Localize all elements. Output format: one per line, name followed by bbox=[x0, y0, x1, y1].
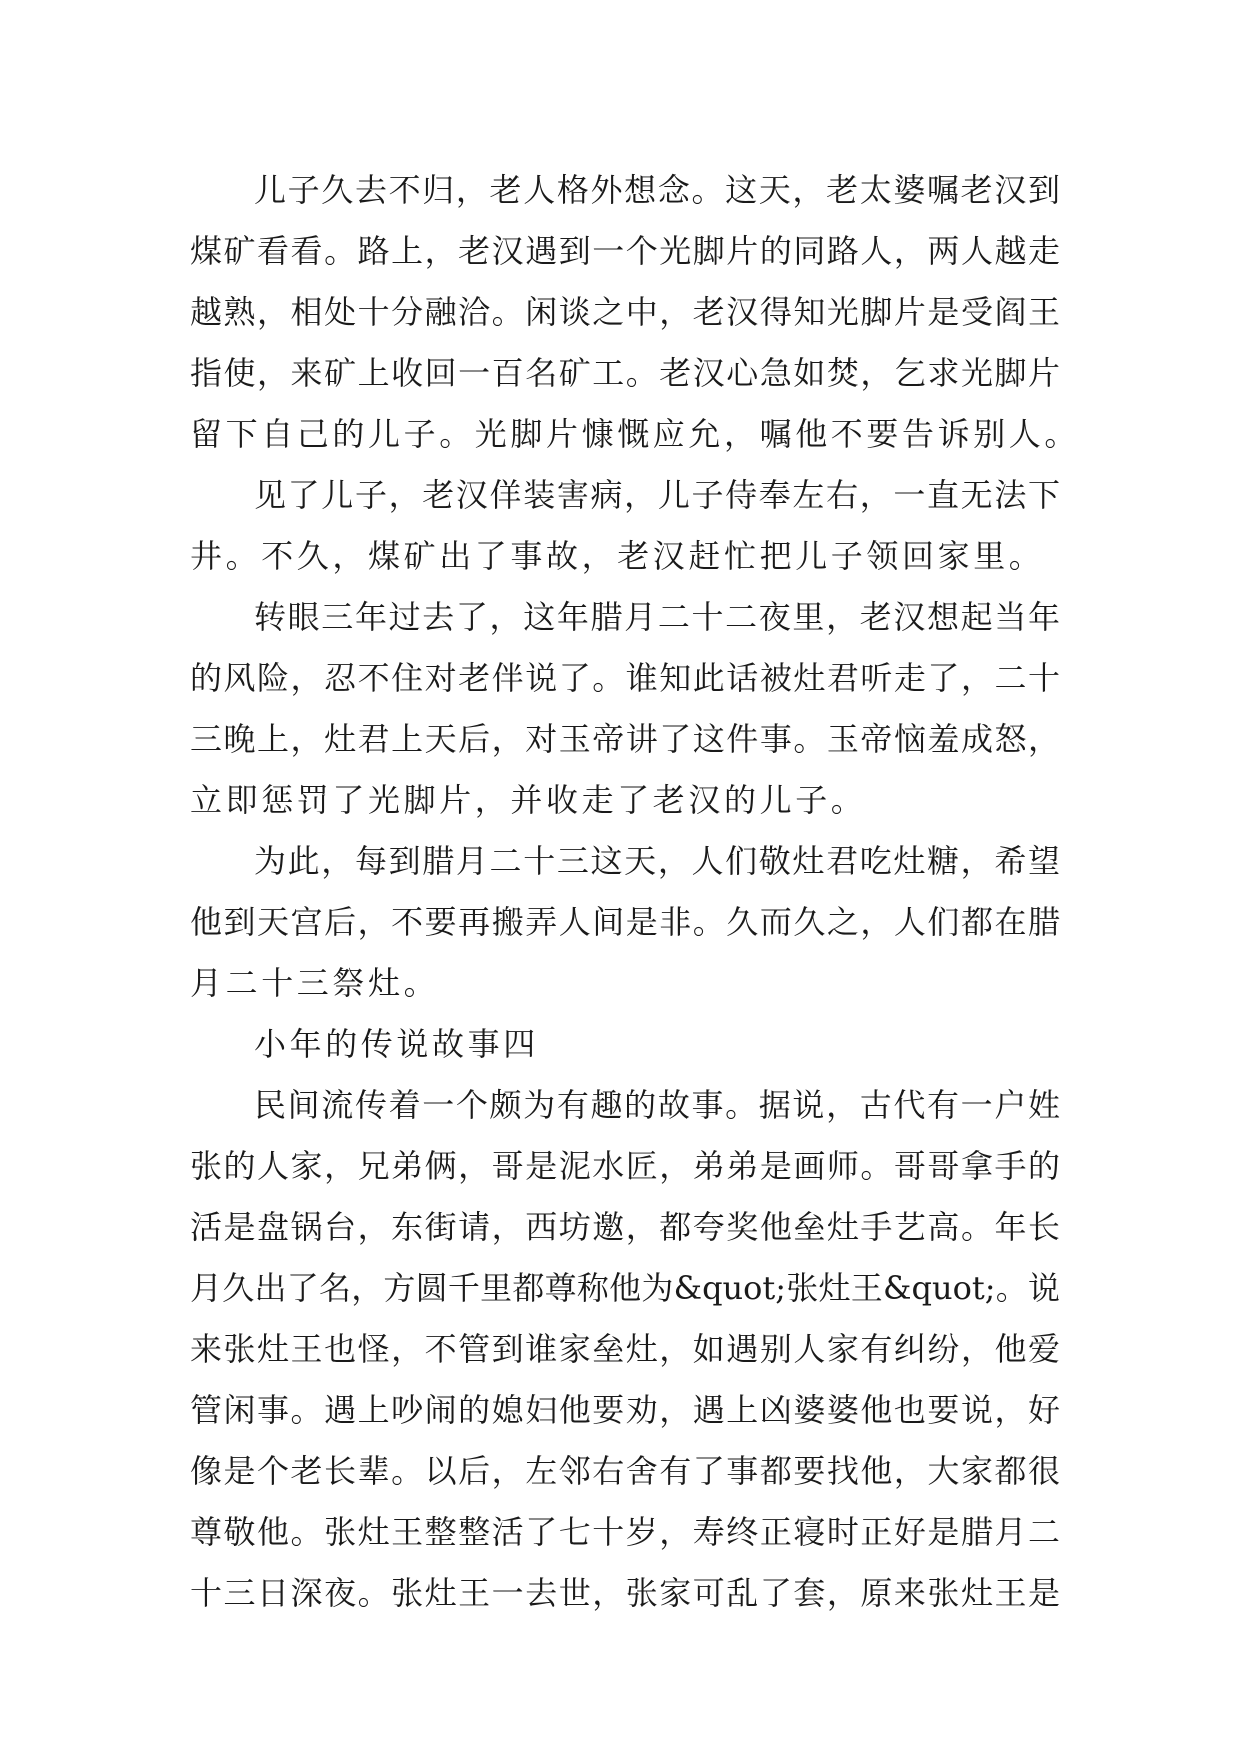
text-line: 见了儿子，老汉佯装害病，儿子侍奉左右，一直无法下 bbox=[254, 476, 1060, 514]
text-line: 的风险，忍不住对老伴说了。谁知此话被灶君听走了，二十 bbox=[190, 659, 1060, 697]
text-line: 井。不久，煤矿出了事故，老汉赶忙把儿子领回家里。 bbox=[190, 537, 1045, 575]
text-line: 留下自己的儿子。光脚片慷慨应允，嘱他不要告诉别人。 bbox=[190, 415, 1081, 453]
text-line: 越熟，相处十分融洽。闲谈之中，老汉得知光脚片是受阎王 bbox=[190, 293, 1060, 331]
text-line: 转眼三年过去了，这年腊月二十二夜里，老汉想起当年 bbox=[254, 598, 1060, 636]
text-line: 儿子久去不归，老人格外想念。这天，老太婆嘱老汉到 bbox=[254, 171, 1060, 209]
section-heading: 小年的传说故事四 bbox=[254, 1025, 539, 1063]
text-line: 尊敬他。张灶王整整活了七十岁，寿终正寝时正好是腊月二 bbox=[190, 1513, 1060, 1551]
text-line: 指使，来矿上收回一百名矿工。老汉心急如焚，乞求光脚片 bbox=[190, 354, 1060, 392]
text-line: 活是盘锅台，东街请，西坊邀，都夸奖他垒灶手艺高。年长 bbox=[190, 1208, 1060, 1246]
text-line: 他到天宫后，不要再搬弄人间是非。久而久之，人们都在腊 bbox=[190, 903, 1060, 941]
text-line: 像是个老长辈。以后，左邻右舍有了事都要找他，大家都很 bbox=[190, 1452, 1060, 1490]
text-line: 月二十三祭灶。 bbox=[190, 964, 440, 1002]
text-line: 立即惩罚了光脚片，并收走了老汉的儿子。 bbox=[190, 781, 867, 819]
text-line: 十三日深夜。张灶王一去世，张家可乱了套，原来张灶王是 bbox=[190, 1574, 1060, 1612]
text-line: 管闲事。遇上吵闹的媳妇他要劝，遇上凶婆婆他也要说，好 bbox=[190, 1391, 1060, 1429]
text-line: 民间流传着一个颇为有趣的故事。据说，古代有一户姓 bbox=[254, 1086, 1060, 1124]
text-line: 张的人家，兄弟俩，哥是泥水匠，弟弟是画师。哥哥拿手的 bbox=[190, 1147, 1060, 1185]
text-line: 来张灶王也怪，不管到谁家垒灶，如遇别人家有纠纷，他爱 bbox=[190, 1330, 1060, 1368]
text-line: 月久出了名，方圆千里都尊称他为&quot;张灶王&quot;。说 bbox=[190, 1269, 1060, 1307]
text-line: 煤矿看看。路上，老汉遇到一个光脚片的同路人，两人越走 bbox=[190, 232, 1060, 270]
text-line: 为此，每到腊月二十三这天，人们敬灶君吃灶糖，希望 bbox=[254, 842, 1060, 880]
text-line: 三晚上，灶君上天后，对玉帝讲了这件事。玉帝恼羞成怒， bbox=[190, 720, 1060, 758]
body-text bbox=[190, 160, 1081, 1624]
